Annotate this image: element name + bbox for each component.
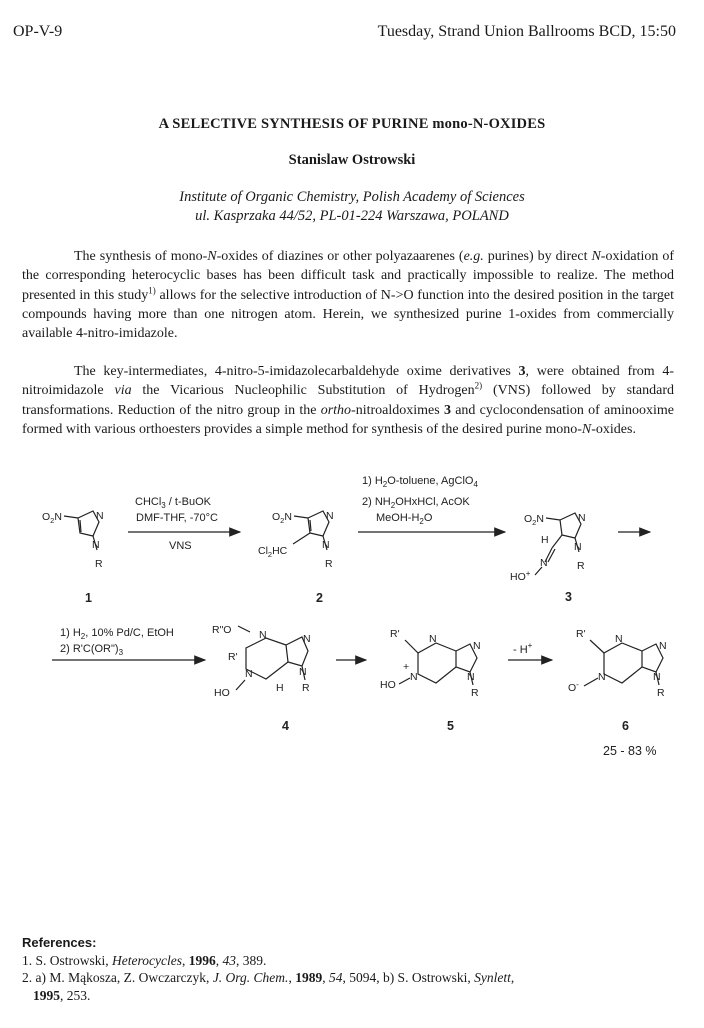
svg-text:N: N [245, 668, 253, 680]
abstract-paragraph-1: The synthesis of mono-N-oxides of diazines or other polyazaarenes (e.g. purines) by direct N-oxidation of the corresponding heterocyclic bases has been difficult task and practically impossible to realize. The method presented in this study$^{1)}$ allows for the selective introduction of N->O function into the desired position in the target compounds having more than one nitrogen atom. Herein, we synthesized purine 1-oxides from commercially available 4-nitro-imidazole. [22, 249, 674, 342]
svg-text:N: N [574, 541, 582, 553]
svg-text:R: R [577, 560, 585, 572]
session-code: OP-V-9 [13, 23, 63, 40]
session-info: Tuesday, Strand Union Ballrooms BCD, 15:50 [377, 23, 676, 40]
svg-text:HO: HO [380, 679, 396, 691]
svg-text:N: N [653, 671, 661, 683]
references [22, 934, 682, 1004]
step2-reagent-line3: MeOH-$H_2O$ [376, 512, 433, 526]
svg-text:N: N [598, 671, 606, 683]
svg-text:R: R [95, 558, 103, 570]
svg-text:N: N [259, 629, 267, 641]
author-name: Stanislaw Ostrowski [288, 152, 416, 168]
compound-6-structure [584, 640, 663, 686]
step2-reagent-line2: 2) $NH_2OHxHCl$, AcOK [362, 496, 470, 510]
paper-title: A SELECTIVE SYNTHESIS OF PURINE mono-N-OXIDES [158, 116, 546, 132]
svg-text:HO+: HO+ [510, 569, 531, 583]
compound-4-structure [236, 626, 308, 690]
svg-text:R: R [302, 682, 310, 694]
yield: 25 - 83 % [603, 744, 657, 758]
svg-text:N: N [473, 640, 481, 652]
svg-text:R: R [657, 687, 665, 699]
step1-reagent-line1: CHCl$_3$ / t-BuOK [135, 496, 211, 510]
affiliation-institute: Institute of Organic Chemistry, Polish Academy of Sciences [179, 189, 525, 205]
step5-deprotonation: - H+ [513, 641, 533, 656]
svg-text:R"O: R"O [212, 624, 232, 636]
reaction-scheme [0, 470, 704, 770]
step3-reagent-line1: 1) $H_2$, 10% Pd/C, EtOH [60, 627, 174, 641]
svg-text:R': R' [390, 628, 400, 640]
svg-text:N: N [92, 539, 100, 551]
svg-text:O-: O- [568, 680, 579, 694]
svg-text:N: N [322, 539, 330, 551]
references-heading: References: [22, 935, 97, 950]
compound-number-4: 4 [282, 719, 289, 733]
affiliation-address: ul. Kasprzaka 44/52, PL-01-224 Warszawa, POLAND [195, 208, 509, 224]
svg-text:H: H [276, 682, 284, 694]
step1-reagent-line2: DMF-THF, -70°C [136, 512, 219, 524]
svg-text:R: R [325, 558, 333, 570]
svg-text:N: N [467, 671, 475, 683]
svg-text:Cl2HC: $Cl_2HC$ [258, 545, 288, 559]
svg-text:N: N [429, 633, 437, 645]
compound-number-2: 2 [316, 591, 323, 605]
svg-text:O2N: $O_2N$ [42, 511, 62, 525]
svg-text:N: N [326, 510, 334, 522]
compound-number-5: 5 [447, 719, 454, 733]
abstract-paragraph-2: The key-intermediates, 4-nitro-5-imidazolecarbaldehyde oxime derivatives 3, were obtained from 4-nitroimidazole via the Vicarious Nucleophilic Substitution of Hydrogen$^{2)}$ (VNS) followed by standard transformations. Reduction of the nitro group in the ortho-nitroaldoximes 3 and cyclocondensation of aminooxime formed with various orthoesters provides a simple method for synthesis of the desired purine mono-N-oxides. [22, 364, 674, 437]
compound-number-6: 6 [622, 719, 629, 733]
svg-text:N: N [578, 512, 586, 524]
svg-text:N: N [540, 557, 548, 569]
svg-text:N: N [659, 640, 667, 652]
svg-text:H: H [541, 534, 549, 546]
svg-text:N: N [303, 633, 311, 645]
svg-text:R': R' [576, 628, 586, 640]
svg-text:+: + [403, 661, 410, 673]
svg-text:R: R [471, 687, 479, 699]
svg-text:HO: HO [214, 687, 230, 699]
svg-text:N: N [299, 666, 307, 678]
step2-reagent-line1: 1) $H_2O$-toluene, AgClO$_4$ [362, 475, 478, 489]
reference-2-continued: 1995, 253. [33, 987, 91, 1003]
step1-reagent-line3: VNS [169, 540, 192, 552]
svg-text:R': R' [228, 651, 238, 663]
reference-1: 1. S. Ostrowski, Heterocycles, 1996, 43, 389. [22, 952, 267, 968]
compound-number-3: 3 [565, 590, 572, 604]
reference-2: 2. a) M. Mąkosza, Z. Owczarczyk, J. Org. Chem., 1989, 54, 5094, b) S. Ostrowski, Synlett, [22, 970, 515, 985]
svg-text:N: N [615, 633, 623, 645]
svg-text:O2N: $O_2N$ [524, 513, 544, 527]
compound-number-1: 1 [85, 591, 92, 605]
svg-text:O2N: $O_2N$ [272, 511, 292, 525]
svg-text:N: N [410, 671, 418, 683]
svg-text:N: N [96, 510, 104, 522]
step3-reagent-line2: 2) $R'C(OR")_3$ [60, 643, 124, 657]
